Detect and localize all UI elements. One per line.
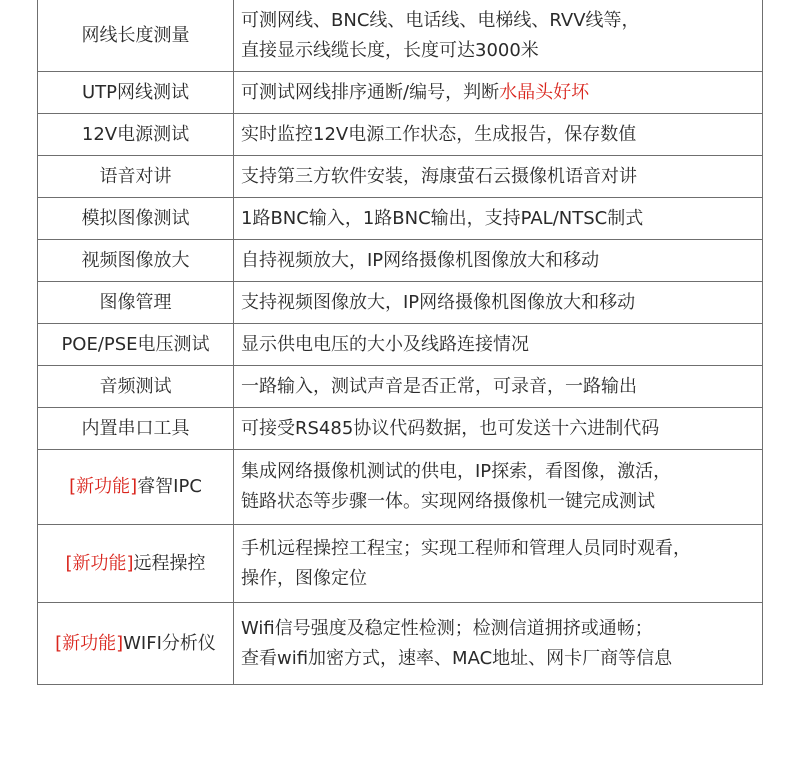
feature-label: UTP网线测试 <box>81 81 190 103</box>
new-feature-tag: [新功能] <box>55 632 124 654</box>
description-text: 可接受RS485协议代码数据，也可发送十六进制代码 <box>241 417 660 439</box>
description-text: 1路BNC输入，1路BNC输出，支持PAL/NTSC制式 <box>241 207 644 229</box>
new-feature-tag: [新功能] <box>69 476 138 497</box>
description-text: 一路输入，测试声音是否正常，可录音，一路输出 <box>241 375 637 397</box>
description-line: 操作，图像定位 <box>241 567 367 589</box>
feature-description <box>234 198 763 240</box>
feature-label: 视频图像放大 <box>81 249 190 271</box>
description-text: 自持视频放大，IP网络摄像机图像放大和移动 <box>241 249 600 271</box>
feature-name <box>38 603 234 685</box>
new-feature-tag: [新功能] <box>65 552 134 574</box>
table-row <box>38 198 763 240</box>
description-line: 可测网线、BNC线、电话线、电梯线、RVV线等， <box>241 9 640 31</box>
feature-name <box>38 366 234 408</box>
table-row <box>38 282 763 324</box>
feature-name <box>38 282 234 324</box>
feature-label: 远程操控 <box>133 552 206 574</box>
feature-name <box>38 450 234 525</box>
feature-label: 图像管理 <box>99 291 172 313</box>
description-text: 支持视频图像放大，IP网络摄像机图像放大和移动 <box>241 291 636 313</box>
feature-name <box>38 525 234 603</box>
feature-name <box>38 408 234 450</box>
feature-description <box>234 408 763 450</box>
feature-label: 12V电源测试 <box>81 123 190 145</box>
feature-description <box>234 282 763 324</box>
description-line: 查看wifi加密方式，速率、MAC地址、网卡厂商等信息 <box>241 647 673 669</box>
feature-label: WIFI分析仪 <box>123 632 216 654</box>
feature-name <box>38 156 234 198</box>
table-row <box>38 114 763 156</box>
table-row <box>38 525 763 603</box>
feature-description <box>234 0 763 72</box>
feature-description <box>234 324 763 366</box>
table-row <box>38 603 763 685</box>
description-text: 可测试网线排序通断/编号，判断 <box>241 81 500 103</box>
description-line: 直接显示线缆长度，长度可达3000米 <box>241 39 539 61</box>
feature-description <box>234 450 763 525</box>
table-row <box>38 156 763 198</box>
feature-description <box>234 114 763 156</box>
table-row <box>38 450 763 525</box>
feature-name <box>38 114 234 156</box>
table-row <box>38 72 763 114</box>
feature-label: 音频测试 <box>99 375 172 397</box>
description-line: 手机远程操控工程宝；实现工程师和管理人员同时观看， <box>241 537 691 559</box>
description-text: 实时监控12V电源工作状态，生成报告，保存数值 <box>241 123 637 145</box>
feature-description <box>234 240 763 282</box>
feature-description <box>234 156 763 198</box>
description-line: 集成网络摄像机测试的供电，IP探索，看图像，激活， <box>241 461 672 482</box>
feature-description <box>234 603 763 685</box>
feature-description <box>234 525 763 603</box>
table-row <box>38 240 763 282</box>
feature-label: 模拟图像测试 <box>81 207 190 229</box>
feature-description <box>234 72 763 114</box>
description-text: 支持第三方软件安装，海康萤石云摄像机语音对讲 <box>241 165 637 187</box>
feature-name <box>38 0 234 72</box>
description-line: Wifi信号强度及稳定性检测；检测信道拥挤或通畅； <box>241 617 653 639</box>
feature-name <box>38 72 234 114</box>
table-row <box>38 0 763 72</box>
feature-label: 内置串口工具 <box>81 417 190 439</box>
feature-description <box>234 366 763 408</box>
description-line: 链路状态等步骤一体。实现网络摄像机一键完成测试 <box>241 491 655 512</box>
feature-label: POE/PSE电压测试 <box>61 333 210 355</box>
description-highlight: 水晶头好坏 <box>499 81 590 103</box>
feature-name <box>38 324 234 366</box>
feature-spec-table <box>37 0 763 685</box>
feature-name <box>38 198 234 240</box>
feature-name <box>38 240 234 282</box>
table-row <box>38 324 763 366</box>
feature-label: 睿智IPC <box>137 476 202 497</box>
feature-label: 网线长度测量 <box>81 24 190 46</box>
table-row <box>38 366 763 408</box>
feature-label: 语音对讲 <box>99 165 172 187</box>
table-row <box>38 408 763 450</box>
description-text: 显示供电电压的大小及线路连接情况 <box>241 333 529 355</box>
